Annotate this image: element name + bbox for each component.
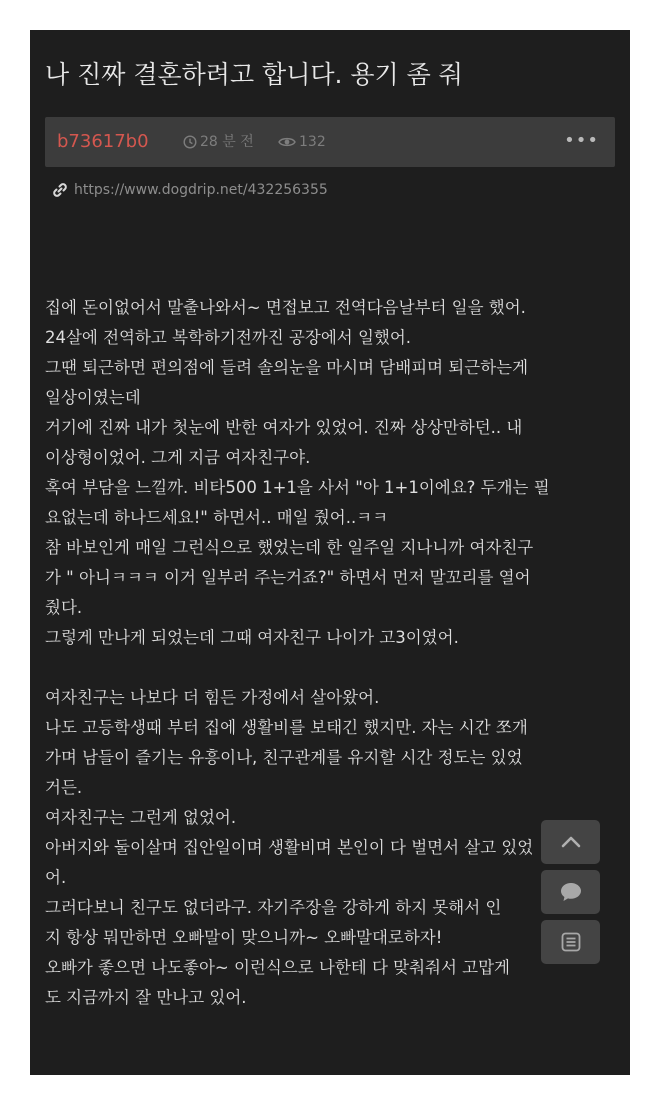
clock-icon <box>183 135 197 149</box>
eye-icon <box>278 135 296 149</box>
comment-icon <box>559 881 583 903</box>
list-button[interactable] <box>541 920 600 964</box>
link-icon <box>52 182 68 198</box>
body-line: 어. <box>45 868 67 887</box>
body-line: 24살에 전역하고 복학하기전까진 공장에서 일했어. <box>45 328 411 347</box>
post-screen <box>30 30 630 1075</box>
list-icon <box>561 932 581 952</box>
body-line: 줬다. <box>45 598 83 617</box>
body-line: 그땐 퇴근하면 편의점에 들려 솔의눈을 마시며 담배피며 퇴근하는게 <box>45 358 529 377</box>
body-line: 아버지와 둘이살며 집안일이며 생활비며 본인이 다 벌면서 살고 있었 <box>45 838 534 857</box>
more-options-button[interactable]: ••• <box>564 130 599 151</box>
body-line: 거기에 진짜 내가 첫눈에 반한 여자가 있었어. 진짜 상상만하던.. 내 <box>45 418 523 437</box>
view-count: 132 <box>299 134 326 150</box>
body-line: 지 항상 뭐만하면 오빠말이 맞으니까~ 오빠말대로하자! <box>45 928 443 947</box>
post-body <box>45 293 620 1013</box>
post-time <box>183 132 254 152</box>
post-url-row[interactable] <box>52 180 328 200</box>
body-line: 혹여 부담을 느낄까. 비타500 1+1을 사서 "아 1+1이에요? 두개는 필 <box>45 478 550 497</box>
body-line: 요없는데 하나드세요!" 하면서.. 매일 줬어..ㅋㅋ <box>45 508 389 527</box>
body-line: 일상이였는데 <box>45 388 141 407</box>
body-line: 여자친구는 그런게 없었어. <box>45 808 237 827</box>
scroll-top-button[interactable] <box>541 820 600 864</box>
post-title: 나 진짜 결혼하려고 합니다. 용기 좀 줘 <box>45 60 463 89</box>
author-name[interactable]: b73617b0 <box>57 131 149 152</box>
body-line: 그러다보니 친구도 없더라구. 자기주장을 강하게 하지 못해서 인 <box>45 898 502 917</box>
post-url[interactable]: https://www.dogdrip.net/432256355 <box>74 182 328 198</box>
body-line: 가며 남들이 즐기는 유흥이나, 친구관계를 유지할 시간 정도는 있었 <box>45 748 523 767</box>
body-line: 오빠가 좋으면 나도좋아~ 이런식으로 나한테 다 맞춰줘서 고맙게 <box>45 958 510 977</box>
body-line: 집에 돈이없어서 말출나와서~ 면접보고 전역다음날부터 일을 했어. <box>45 298 526 317</box>
body-line: 가 " 아니ㅋㅋㅋ 이거 일부러 주는거죠?" 하면서 먼저 말꼬리를 열어 <box>45 568 531 587</box>
body-line: 거든. <box>45 778 83 797</box>
comment-button[interactable] <box>541 870 600 914</box>
body-line: 참 바보인게 매일 그런식으로 했었는데 한 일주일 지나니까 여자친구 <box>45 538 534 557</box>
post-meta-bar <box>45 117 615 167</box>
paragraph-gap <box>45 653 620 683</box>
body-line: 이상형이었어. 그게 지금 여자친구야. <box>45 448 311 467</box>
time-ago: 28 분 전 <box>200 134 254 150</box>
body-line: 여자친구는 나보다 더 힘든 가정에서 살아왔어. <box>45 688 380 707</box>
post-views <box>278 132 326 152</box>
chevron-up-icon <box>560 835 582 849</box>
body-line: 도 지금까지 잘 만나고 있어. <box>45 988 247 1007</box>
body-line: 그렇게 만나게 되었는데 그때 여자친구 나이가 고3이였어. <box>45 628 459 647</box>
body-line: 나도 고등학생때 부터 집에 생활비를 보태긴 했지만. 자는 시간 쪼개 <box>45 718 528 737</box>
